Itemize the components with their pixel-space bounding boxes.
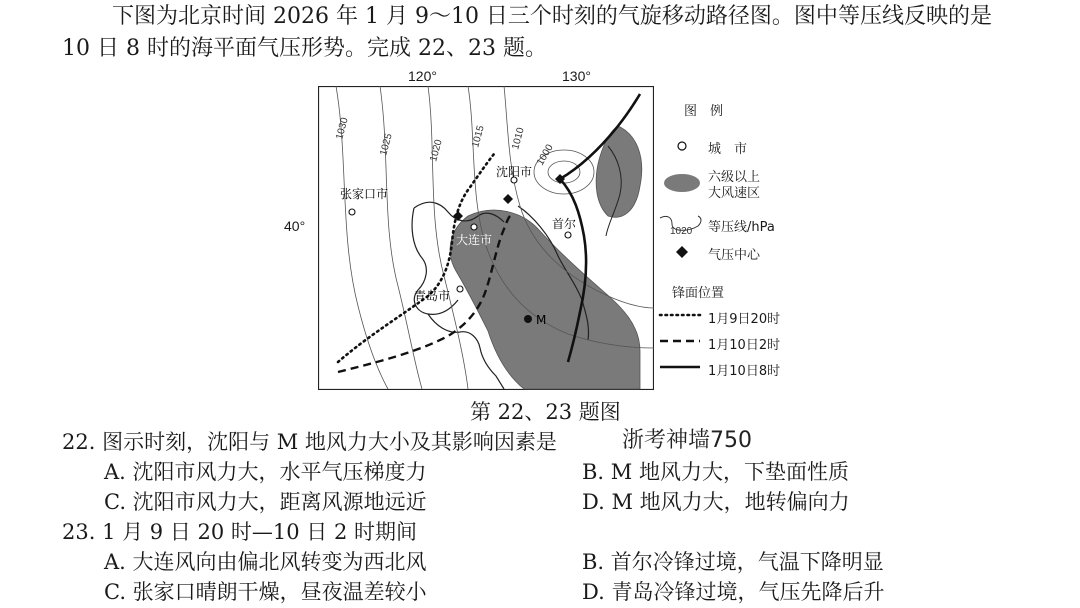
watermark: 浙考神墙750 bbox=[622, 428, 752, 453]
legend-gale-label-1: 六级以上 bbox=[708, 170, 761, 185]
legend-front1-label: 1月9日20时 bbox=[708, 312, 781, 327]
lon-label-130: 130° bbox=[562, 68, 591, 84]
legend-isobar-icon bbox=[658, 212, 704, 236]
q22-stem: 22. 图示时刻，沈阳与 M 地风力大小及其影响因素是 bbox=[62, 430, 557, 454]
city-label-dalian: 大连市 bbox=[456, 233, 493, 247]
legend-title: 图 例 bbox=[684, 104, 724, 119]
isobar-label-1020: 1020 bbox=[428, 138, 445, 163]
point-m-label: M bbox=[536, 313, 547, 327]
legend-front-title: 锋面位置 bbox=[672, 286, 725, 301]
isobar-label-1030: 1030 bbox=[334, 116, 351, 141]
isobar-label-1000: 1000 bbox=[535, 142, 556, 168]
city-label-seoul: 首尔 bbox=[552, 217, 577, 231]
lon-label-120: 120° bbox=[408, 68, 437, 84]
legend-center-icon bbox=[674, 244, 690, 260]
q23-option-d[interactable]: D. 青岛冷锋过境，气压先降后升 bbox=[582, 580, 885, 604]
isobar-label-1010: 1010 bbox=[510, 126, 527, 151]
intro-line-2: 10 日 8 时的海平面气压形势。完成 22、23 题。 bbox=[62, 36, 547, 61]
legend-front2-icon bbox=[658, 334, 702, 348]
legend-gale-label-2: 大风速区 bbox=[708, 186, 761, 201]
city-label-shenyang: 沈阳市 bbox=[496, 165, 533, 179]
legend-isobar-label: 等压线/hPa bbox=[708, 220, 775, 235]
q22-option-c[interactable]: C. 沈阳市风力大，距离风源地远近 bbox=[104, 490, 427, 514]
legend-front2-label: 1月10日2时 bbox=[708, 338, 781, 353]
q22-option-b[interactable]: B. M 地风力大，下垫面性质 bbox=[582, 460, 849, 484]
q23-stem: 23. 1 月 9 日 20 时—10 日 2 时期间 bbox=[62, 520, 417, 544]
q23-option-b[interactable]: B. 首尔冷锋过境，气温下降明显 bbox=[582, 550, 884, 574]
city-marker-qingdao bbox=[457, 286, 463, 292]
legend-center-label: 气压中心 bbox=[708, 248, 761, 263]
legend-isobar-sample: 1020 bbox=[670, 226, 693, 236]
city-marker-dalian bbox=[471, 224, 477, 230]
q23-option-c[interactable]: C. 张家口晴朗干燥，昼夜温差较小 bbox=[104, 580, 427, 604]
legend-city-icon bbox=[674, 138, 690, 154]
legend-front3-label: 1月10日8时 bbox=[708, 364, 781, 379]
city-label-qingdao: 青岛市 bbox=[414, 289, 451, 303]
map bbox=[318, 86, 654, 390]
city-label-zhangjiakou: 张家口市 bbox=[340, 187, 389, 201]
q23-option-a[interactable]: A. 大连风向由偏北风转变为西北风 bbox=[104, 550, 427, 574]
lat-label-40: 40° bbox=[284, 218, 306, 234]
cyclone-path-figure bbox=[280, 66, 810, 396]
legend-front3-icon bbox=[658, 360, 702, 374]
q22-option-d[interactable]: D. M 地风力大，地转偏向力 bbox=[582, 490, 850, 514]
figure-caption: 第 22、23 题图 bbox=[470, 400, 621, 424]
isobar-label-1025: 1025 bbox=[378, 132, 395, 157]
city-marker-zhangjiakou bbox=[349, 209, 355, 215]
legend-gale-icon bbox=[662, 172, 702, 194]
legend-front1-icon bbox=[658, 308, 702, 322]
point-m bbox=[524, 315, 532, 323]
q22-option-a[interactable]: A. 沈阳市风力大，水平气压梯度力 bbox=[104, 460, 427, 484]
intro-line-1: 下图为北京时间 2026 年 1 月 9～10 日三个时刻的气旋移动路径图。图中等压线反映的是 bbox=[112, 4, 992, 29]
isobar-label-1015: 1015 bbox=[470, 124, 487, 149]
legend-city-label: 城 市 bbox=[708, 142, 748, 157]
city-marker-seoul bbox=[565, 232, 571, 238]
